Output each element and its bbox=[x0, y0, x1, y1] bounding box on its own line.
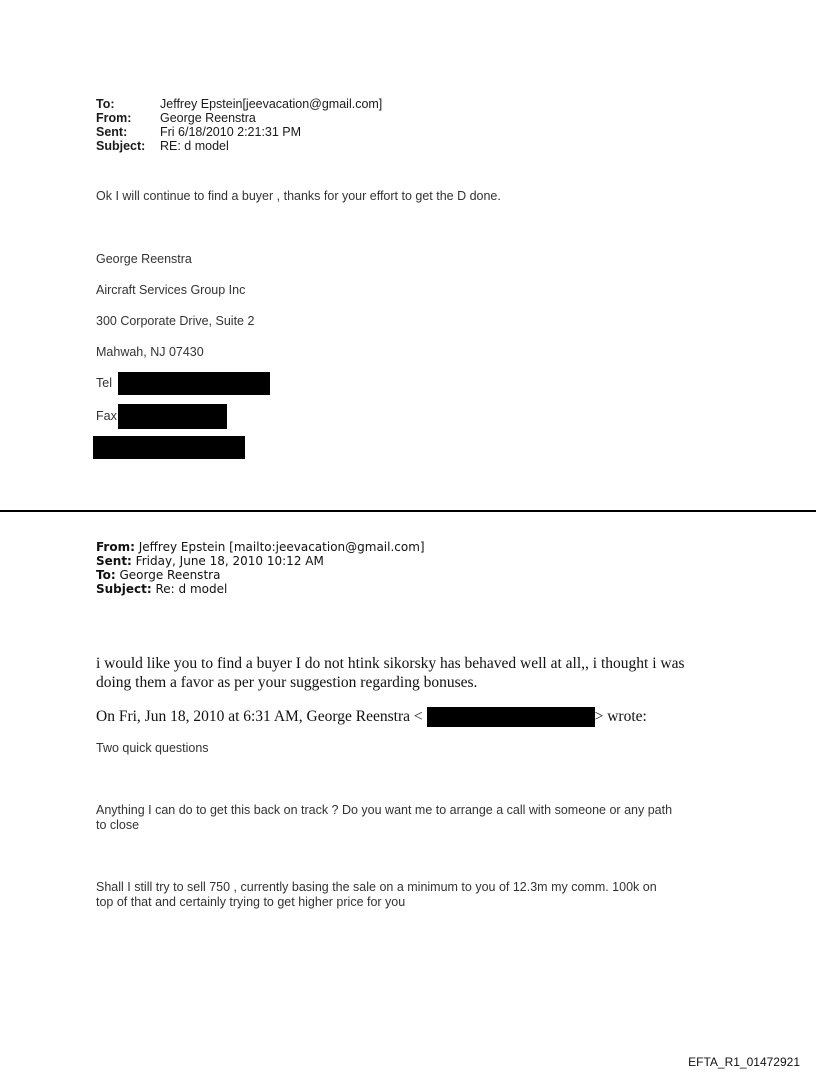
subject-value: RE: d model bbox=[160, 139, 229, 153]
signature-fax-label: Fax bbox=[96, 409, 117, 423]
document-id: EFTA_R1_01472921 bbox=[688, 1055, 800, 1069]
redaction-fax bbox=[118, 404, 227, 429]
quoted-subject-line bbox=[96, 582, 425, 596]
redaction-tel bbox=[118, 372, 270, 395]
message-divider bbox=[0, 510, 816, 512]
subject-label: Subject: bbox=[96, 139, 146, 153]
signature-city: Mahwah, NJ 07430 bbox=[96, 345, 204, 359]
on-wrote-prefix: On Fri, Jun 18, 2010 at 6:31 AM, George Reenstra < bbox=[96, 708, 423, 725]
quoted-to-line bbox=[96, 568, 425, 582]
sent-value: Fri 6/18/2010 2:21:31 PM bbox=[160, 125, 302, 139]
to-value: Jeffrey Epstein[jeevacation@gmail.com] bbox=[160, 97, 383, 111]
para2-line-1: Shall I still try to sell 750 , currently basing the sale on a minimum to you of 12.3m my comm. 100k on bbox=[96, 880, 657, 894]
quoted-sent-value: Friday, June 18, 2010 10:12 AM bbox=[131, 554, 324, 568]
quoted-sent-label: Sent: bbox=[96, 554, 132, 568]
quoted-from-value: Jeffrey Epstein [mailto:jeevacation@gmail.com] bbox=[134, 540, 425, 554]
quoted-sent-line bbox=[96, 554, 425, 568]
quoted-subject-label: Subject: bbox=[96, 582, 152, 596]
reply-body: Ok I will continue to find a buyer , thanks for your effort to get the D done. bbox=[96, 189, 501, 203]
para2-line-2: top of that and certainly trying to get higher price for you bbox=[96, 895, 406, 909]
para1-line-1: Anything I can do to get this back on track ? Do you want me to arrange a call with someone or any path bbox=[96, 803, 673, 817]
quoted-from-line bbox=[96, 540, 425, 554]
quoted-line-2: doing them a favor as per your suggestion regarding bonuses. bbox=[96, 674, 478, 691]
quoted-header bbox=[96, 540, 425, 596]
quoted-from-label: From: bbox=[96, 540, 135, 554]
redaction-email bbox=[93, 436, 245, 459]
quoted-to-value: George Reenstra bbox=[115, 568, 221, 582]
signature-address: 300 Corporate Drive, Suite 2 bbox=[96, 314, 255, 328]
sent-label: Sent: bbox=[96, 125, 128, 139]
quoted-line-1: i would like you to find a buyer I do not htink sikorsky has behaved well at all,, i thought i was bbox=[96, 655, 685, 672]
to-label: To: bbox=[96, 97, 115, 111]
on-wrote-suffix: > wrote: bbox=[594, 708, 647, 725]
para1-line-2: to close bbox=[96, 818, 140, 832]
from-label: From: bbox=[96, 111, 132, 125]
signature-name: George Reenstra bbox=[96, 252, 192, 266]
redaction-sender-email bbox=[427, 707, 595, 727]
quoted-to-label: To: bbox=[96, 568, 116, 582]
signature-tel-label: Tel bbox=[96, 376, 112, 390]
quoted-subject-value: Re: d model bbox=[151, 582, 228, 596]
from-value: George Reenstra bbox=[160, 111, 256, 125]
signature-company: Aircraft Services Group Inc bbox=[96, 283, 246, 297]
two-questions: Two quick questions bbox=[96, 741, 209, 755]
